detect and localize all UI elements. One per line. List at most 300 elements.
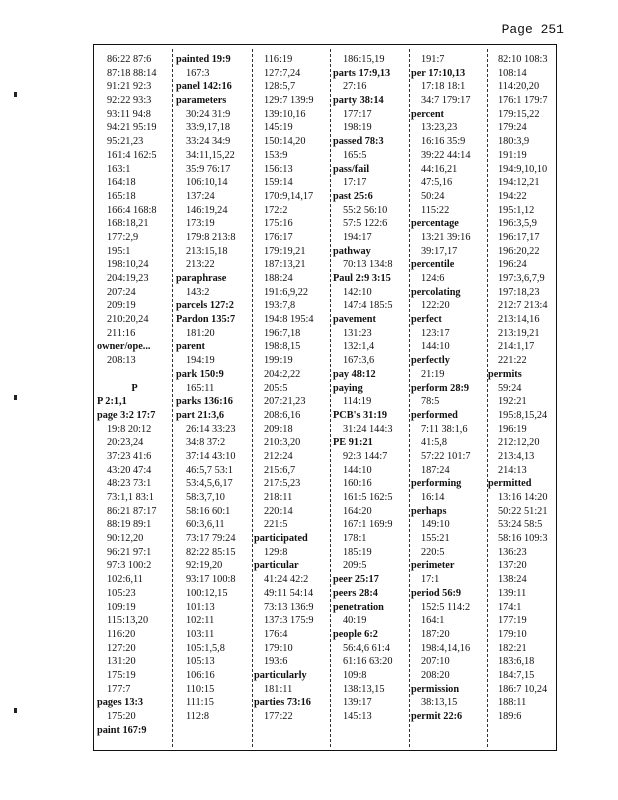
index-entry: 105:13 xyxy=(186,656,215,668)
index-entry: 53:24 58:5 xyxy=(498,519,543,531)
index-entry: 41:5,8 xyxy=(421,437,448,449)
section-letter: P xyxy=(131,382,138,394)
index-headword: percentage xyxy=(411,218,459,230)
index-entry: 207:10 xyxy=(421,656,450,668)
index-entry: 182:21 xyxy=(498,642,527,654)
index-entry: 194:22 xyxy=(498,190,527,202)
index-entry: 194:8 195:4 xyxy=(264,314,314,326)
index-headword: page 3:2 17:7 xyxy=(97,409,156,421)
column-divider xyxy=(252,49,253,747)
index-headword: performed xyxy=(411,409,458,421)
index-entry: 16:16 35:9 xyxy=(421,136,466,148)
index-entry: 197:3,6,7,9 xyxy=(498,273,545,284)
index-entry: 17:1 xyxy=(421,574,440,586)
index-entry: 168:18,21 xyxy=(107,218,149,230)
index-headword: paying xyxy=(333,382,363,394)
index-entry: 187:20 xyxy=(421,628,450,640)
index-entry xyxy=(97,368,172,382)
index-entry: 122:20 xyxy=(421,300,450,312)
index-entry: 33:24 34:9 xyxy=(186,136,231,148)
index-entry: 37:14 43:10 xyxy=(186,450,236,462)
index-entry: 115:22 xyxy=(421,204,450,216)
index-headword: penetration xyxy=(333,601,384,613)
index-entry: 165:11 xyxy=(186,382,215,394)
index-headword: parcels 127:2 xyxy=(176,300,234,312)
index-entry: 196:19 xyxy=(498,423,527,435)
index-entry: 139:17 xyxy=(343,697,372,709)
index-entry: 179:8 213:8 xyxy=(186,231,236,243)
index-entry: 213:19,21 xyxy=(498,327,540,339)
index-entry: 60:3,6,11 xyxy=(186,519,225,531)
index-entry: 179:10 xyxy=(264,642,293,654)
index-entry: 188:24 xyxy=(264,273,293,284)
index-headword: Pardon 135:7 xyxy=(176,314,236,326)
index-entry: 144:10 xyxy=(343,464,372,476)
index-entry: 116:20 xyxy=(107,628,136,640)
index-entry: 196:3,5,9 xyxy=(498,218,537,230)
index-column xyxy=(411,53,487,743)
index-headword: panel 142:16 xyxy=(176,81,232,93)
index-entry: 177:7 xyxy=(107,683,131,695)
index-entry: 106:10,14 xyxy=(186,177,228,189)
index-entry: 179:15,22 xyxy=(498,108,540,120)
index-entry: 34:8 37:2 xyxy=(186,437,226,449)
index-headword: pages 13:3 xyxy=(97,697,144,709)
index-entry: 21:19 xyxy=(421,368,445,380)
index-headword: permission xyxy=(411,683,460,695)
index-entry: 20:23,24 xyxy=(107,437,144,449)
index-entry: 138:24 xyxy=(498,574,527,586)
index-entry: 105:1,5,8 xyxy=(186,642,225,654)
index-entry: 56:4,6 61:4 xyxy=(343,642,390,654)
index-entry: 145:19 xyxy=(264,122,293,134)
index-entry: 161:4 162:5 xyxy=(107,149,157,161)
index-headword: paraphrase xyxy=(176,273,227,284)
index-entry: 94:21 95:19 xyxy=(107,122,157,134)
page-number: Page 251 xyxy=(501,22,564,37)
index-entry: 139:11 xyxy=(498,587,527,599)
index-entry: 198:19 xyxy=(343,122,372,134)
index-entry: 88:19 89:1 xyxy=(107,519,152,531)
index-entry: 199:19 xyxy=(264,355,293,367)
index-headword: parent xyxy=(176,341,205,353)
index-entry: 34:11,15,22 xyxy=(186,149,235,161)
index-headword: participated xyxy=(254,533,308,545)
index-entry: 185:19 xyxy=(343,546,372,558)
index-entry: 195:1,12 xyxy=(498,204,535,216)
index-entry: 137:24 xyxy=(186,190,215,202)
index-entry: 73:17 79:24 xyxy=(186,533,236,545)
index-entry: 156:13 xyxy=(264,163,293,175)
index-entry: 112:8 xyxy=(186,711,210,722)
index-headword: perhaps xyxy=(411,505,447,517)
index-entry: 40:19 xyxy=(343,615,367,627)
index-entry: 191:6,9,22 xyxy=(264,286,309,298)
index-entry: 176:4 xyxy=(264,628,288,640)
index-entry: 86:22 87:6 xyxy=(107,54,152,65)
index-headword: pathway xyxy=(333,245,371,257)
index-headword: performing xyxy=(411,478,462,490)
index-entry: 220:14 xyxy=(264,505,293,517)
index-entry: 95:21,23 xyxy=(107,136,144,148)
index-entry: 212:7 213:4 xyxy=(498,300,548,312)
index-entry: 177:2,9 xyxy=(107,231,139,243)
index-entry: 174:1 xyxy=(498,601,522,613)
index-entry: 178:1 xyxy=(343,533,367,545)
index-entry: 155:21 xyxy=(421,533,450,545)
index-entry: 114:19 xyxy=(343,396,372,408)
index-headword: P 2:1,1 xyxy=(97,396,127,408)
index-entry: 127:20 xyxy=(107,642,136,654)
index-entry: 153:9 xyxy=(264,149,288,161)
index-headword: pavement xyxy=(333,314,376,326)
index-entry: 187:24 xyxy=(421,464,450,476)
index-entry: 198:8,15 xyxy=(264,341,301,353)
index-entry: 145:13 xyxy=(343,711,372,722)
index-entry: 159:14 xyxy=(264,177,293,189)
index-headword: PCB's 31:19 xyxy=(333,409,388,421)
index-column xyxy=(97,53,172,743)
index-entry: 198:10,24 xyxy=(107,259,149,271)
index-entry: 167:3,6 xyxy=(343,355,375,367)
index-entry: 208:6,16 xyxy=(264,409,301,421)
index-entry: 177:22 xyxy=(264,711,293,722)
index-entry: 41:24 42:2 xyxy=(264,574,309,586)
index-entry: 39:22 44:14 xyxy=(421,149,471,161)
index-entry: 160:16 xyxy=(343,478,372,490)
index-entry: 59:24 xyxy=(498,382,522,394)
index-column xyxy=(176,53,252,743)
index-entry: 198:4,14,16 xyxy=(421,642,471,654)
index-entry: 115:13,20 xyxy=(107,615,149,627)
index-entry: 92:19,20 xyxy=(186,560,223,572)
index-entry: 191:7 xyxy=(421,54,445,65)
index-entry: 101:13 xyxy=(186,601,215,613)
index-entry: 164:18 xyxy=(107,177,136,189)
index-entry: 208:20 xyxy=(421,669,450,681)
index-entry: 215:6,7 xyxy=(264,464,296,476)
index-entry: 195:1 xyxy=(107,245,131,257)
index-entry: 213:22 xyxy=(186,259,215,271)
index-entry: 26:14 33:23 xyxy=(186,423,236,435)
index-entry: 170:9,14,17 xyxy=(264,190,314,202)
index-headword: park 150:9 xyxy=(176,368,224,380)
index-entry: 103:11 xyxy=(186,628,215,640)
index-entry: 207:24 xyxy=(107,286,136,298)
index-entry: 173:19 xyxy=(186,218,215,230)
index-entry: 93:11 94:8 xyxy=(107,108,151,120)
index-entry: 150:14,20 xyxy=(264,136,306,148)
index-headword: past 25:6 xyxy=(333,190,373,202)
index-entry: 147:4 185:5 xyxy=(343,300,393,312)
index-entry: 165:18 xyxy=(107,190,136,202)
index-entry: 179:24 xyxy=(498,122,527,134)
index-entry: 97:3 100:2 xyxy=(107,560,152,572)
index-headword: PE 91:21 xyxy=(333,437,373,449)
index-entry: 128:5,7 xyxy=(264,81,296,93)
index-entry: 61:16 63:20 xyxy=(343,656,393,668)
index-entry: 123:17 xyxy=(421,327,450,339)
index-entry: 204:19,23 xyxy=(107,273,149,284)
index-headword: permits xyxy=(488,368,522,380)
index-entry: 92:22 93:3 xyxy=(107,95,152,107)
index-entry: 137:3 175:9 xyxy=(264,615,314,627)
index-entry: 30:24 31:9 xyxy=(186,108,231,120)
index-entry: 180:3,9 xyxy=(498,136,530,148)
index-entry: 142:10 xyxy=(343,286,372,298)
index-entry: 136:23 xyxy=(498,546,527,558)
index-entry: 179:10 xyxy=(498,628,527,640)
index-headword: pay 48:12 xyxy=(333,368,376,380)
index-entry: 86:21 87:17 xyxy=(107,505,157,517)
index-headword: perform 28:9 xyxy=(411,382,470,394)
index-entry: 53:4,5,6,17 xyxy=(186,478,233,490)
index-entry: 131:23 xyxy=(343,327,372,339)
index-headword: party 38:14 xyxy=(333,95,384,107)
index-entry: 207:21,23 xyxy=(264,396,306,408)
index-entry: 163:1 xyxy=(107,163,131,175)
index-entry: 204:2,22 xyxy=(264,368,301,380)
margin-mark xyxy=(14,708,17,713)
index-headword: particular xyxy=(254,560,299,572)
index-entry: 208:13 xyxy=(107,355,136,367)
index-entry: 111:15 xyxy=(186,697,214,709)
index-headword: peers 28:4 xyxy=(333,587,378,599)
index-entry: 132:1,4 xyxy=(343,341,375,353)
index-entry: 50:22 51:21 xyxy=(498,505,548,517)
index-entry: 33:9,17,18 xyxy=(186,122,231,134)
index-entry: 82:10 108:3 xyxy=(498,54,548,65)
index-entry: 210:3,20 xyxy=(264,437,301,449)
index-entry: 127:7,24 xyxy=(264,67,301,79)
index-entry: 210:20,24 xyxy=(107,314,149,326)
index-entry: 172:2 xyxy=(264,204,288,216)
index-entry: 194:12,21 xyxy=(498,177,540,189)
index-entry: 13:16 14:20 xyxy=(498,492,548,503)
index-entry: 196:24 xyxy=(498,259,527,271)
index-entry: 164:1 xyxy=(421,615,445,627)
index-entry: 38:13,15 xyxy=(421,697,458,709)
index-entry: 181:11 xyxy=(264,683,293,695)
index-entry: 43:20 47:4 xyxy=(107,464,152,476)
index-entry: 221:5 xyxy=(264,519,288,531)
index-entry: 186:15,19 xyxy=(343,54,385,65)
index-entry: 189:6 xyxy=(498,711,522,722)
index-entry: 17:17 xyxy=(343,177,367,189)
index-headword: period 56:9 xyxy=(411,587,462,599)
index-entry: 48:23 73:1 xyxy=(107,478,152,490)
index-entry: 57:5 122:6 xyxy=(343,218,388,230)
index-entry: 176:17 xyxy=(264,231,293,243)
index-entry: 78:5 xyxy=(421,396,440,408)
index-entry: 129:7 139:9 xyxy=(264,95,314,107)
index-entry: 13:21 39:16 xyxy=(421,231,471,243)
index-entry: 91:21 92:3 xyxy=(107,81,152,93)
index-entry: 197:18,23 xyxy=(498,286,540,298)
index-headword: perfectly xyxy=(411,355,450,367)
margin-mark xyxy=(14,395,17,400)
index-entry: 34:7 179:17 xyxy=(421,95,471,107)
index-entry: 181:20 xyxy=(186,327,215,339)
index-entry: 191:19 xyxy=(498,149,527,161)
index-entry: 129:8 xyxy=(264,546,288,558)
index-entry: 108:14 xyxy=(498,67,527,79)
index-entry: 176:1 179:7 xyxy=(498,95,548,107)
index-entry: 70:13 134:8 xyxy=(343,259,393,271)
index-entry: 37:23 41:6 xyxy=(107,450,152,462)
index-entry: 124:6 xyxy=(421,273,445,284)
index-entry: 194:17 xyxy=(343,231,372,243)
index-entry: 196:7,18 xyxy=(264,327,301,339)
index-entry: 177:19 xyxy=(498,615,527,627)
index-entry: 193:7,8 xyxy=(264,300,296,312)
index-entry: 102:6,11 xyxy=(107,574,143,586)
index-column xyxy=(254,53,330,743)
index-entry: 183:6,18 xyxy=(498,656,535,668)
index-entry: 209:19 xyxy=(107,300,136,312)
index-entry: 73:1,1 83:1 xyxy=(107,492,154,503)
index-headword: percent xyxy=(411,108,444,120)
index-entry: 213:15,18 xyxy=(186,245,228,257)
index-entry: 93:17 100:8 xyxy=(186,574,236,586)
index-entry: 73:13 136:9 xyxy=(264,601,314,613)
index-entry: 193:6 xyxy=(264,656,288,668)
index-entry: 139:10,16 xyxy=(264,108,306,120)
index-entry: 195:8,15,24 xyxy=(498,409,548,421)
index-entry: 137:20 xyxy=(498,560,527,572)
column-divider xyxy=(172,49,173,747)
index-headword: per 17:10,13 xyxy=(411,67,466,79)
index-entry: 143:2 xyxy=(186,286,210,298)
index-entry: 105:23 xyxy=(107,587,136,599)
index-headword: permit 22:6 xyxy=(411,711,463,722)
index-entry: 167:1 169:9 xyxy=(343,519,393,531)
index-entry: 31:24 144:3 xyxy=(343,423,393,435)
index-entry: 50:24 xyxy=(421,190,445,202)
index-entry: 175:16 xyxy=(264,218,293,230)
index-entry: 96:21 97:1 xyxy=(107,546,152,558)
index-entry: 109:19 xyxy=(107,601,136,613)
index-headword: painted 19:9 xyxy=(176,54,231,65)
index-headword: parts 17:9,13 xyxy=(333,67,391,79)
index-entry: 146:19,24 xyxy=(186,204,228,216)
index-entry: 35:9 76:17 xyxy=(186,163,231,175)
index-entry: 46:5,7 53:1 xyxy=(186,464,233,476)
index-headword: part 21:3,6 xyxy=(176,409,225,421)
index-entry: 217:5,23 xyxy=(264,478,301,490)
index-headword: permitted xyxy=(488,478,532,490)
index-headword: people 6:2 xyxy=(333,628,378,640)
index-entry: 212:12,20 xyxy=(498,437,540,449)
index-entry: 110:15 xyxy=(186,683,215,695)
index-entry: 209:18 xyxy=(264,423,293,435)
index-headword: particularly xyxy=(254,669,307,681)
index-entry: 55:2 56:10 xyxy=(343,204,388,216)
index-entry: 138:13,15 xyxy=(343,683,385,695)
index-column xyxy=(488,53,556,743)
index-entry: 209:5 xyxy=(343,560,367,572)
index-entry: 58:16 60:1 xyxy=(186,505,231,517)
index-entry: 175:20 xyxy=(107,711,136,722)
index-entry: 188:11 xyxy=(498,697,527,709)
index-entry: 205:5 xyxy=(264,382,288,394)
index-entry: 58:3,7,10 xyxy=(186,492,225,503)
index-entry: 27:16 xyxy=(343,81,367,93)
index-headword: paint 167:9 xyxy=(97,724,147,736)
index-entry: 186:7 10,24 xyxy=(498,683,548,695)
index-entry: 19:8 20:12 xyxy=(107,423,152,435)
index-entry: 221:22 xyxy=(498,355,527,367)
index-entry: 196:20,22 xyxy=(498,245,540,257)
index-headword: percentile xyxy=(411,259,455,271)
index-entry: 13:23,23 xyxy=(421,122,458,134)
index-headword: pass/fail xyxy=(333,163,370,175)
index-entry: 58:16 109:3 xyxy=(498,533,548,545)
index-entry: 213:14,16 xyxy=(498,314,540,326)
index-entry: 144:10 xyxy=(421,341,450,353)
index-entry: 177:17 xyxy=(343,108,372,120)
index-entry: 16:14 xyxy=(421,492,445,503)
index-entry: 131:20 xyxy=(107,656,136,668)
index-headword: perfect xyxy=(411,314,442,326)
index-entry: 7:11 38:1,6 xyxy=(421,423,468,435)
index-headword: perimeter xyxy=(411,560,455,572)
index-entry: 114:20,20 xyxy=(498,81,540,93)
index-entry: 149:10 xyxy=(421,519,450,531)
index-entry: 196:17,17 xyxy=(498,231,540,243)
index-entry: 109:8 xyxy=(343,669,367,681)
index-entry: 39:17,17 xyxy=(421,245,458,257)
index-headword: owner/ope... xyxy=(97,341,151,353)
index-entry: 102:11 xyxy=(186,615,215,627)
index-entry: 167:3 xyxy=(186,67,210,79)
column-divider xyxy=(330,49,331,747)
index-headword: parties 73:16 xyxy=(254,697,311,709)
index-entry: 187:13,21 xyxy=(264,259,306,271)
index-entry: 47:5,16 xyxy=(421,177,453,189)
index-entry: 213:4,13 xyxy=(498,450,535,462)
index-entry: 161:5 162:5 xyxy=(343,492,393,503)
index-entry: 214:13 xyxy=(498,464,527,476)
index-entry: 100:12,15 xyxy=(186,587,228,599)
index-entry: 152:5 114:2 xyxy=(421,601,471,613)
index-entry: 92:3 144:7 xyxy=(343,450,388,462)
index-column xyxy=(333,53,409,743)
index-entry: 218:11 xyxy=(264,492,293,503)
index-entry: 165:5 xyxy=(343,149,367,161)
index-entry: 214:1,17 xyxy=(498,341,535,353)
index-entry: 166:4 168:8 xyxy=(107,204,157,216)
index-entry: 82:22 85:15 xyxy=(186,546,236,558)
index-entry: 194:19 xyxy=(186,355,215,367)
index-entry: 175:19 xyxy=(107,669,136,681)
index-entry: 90:12,20 xyxy=(107,533,144,545)
index-headword: passed 78:3 xyxy=(333,136,384,148)
index-entry: 44:16,21 xyxy=(421,163,458,175)
index-entry: 212:24 xyxy=(264,450,293,462)
index-headword: peer 25:17 xyxy=(333,574,379,586)
index-entry: 194:9,10,10 xyxy=(498,163,548,175)
index-entry: 192:21 xyxy=(498,396,527,408)
index-entry: 116:19 xyxy=(264,54,293,65)
index-entry: 17:18 18:1 xyxy=(421,81,466,93)
index-headword: parameters xyxy=(176,95,227,107)
index-entry: 220:5 xyxy=(421,546,445,558)
index-entry: 164:20 xyxy=(343,505,372,517)
index-entry: 49:11 54:14 xyxy=(264,587,314,599)
margin-mark xyxy=(14,92,17,97)
index-entry: 87:18 88:14 xyxy=(107,67,157,79)
